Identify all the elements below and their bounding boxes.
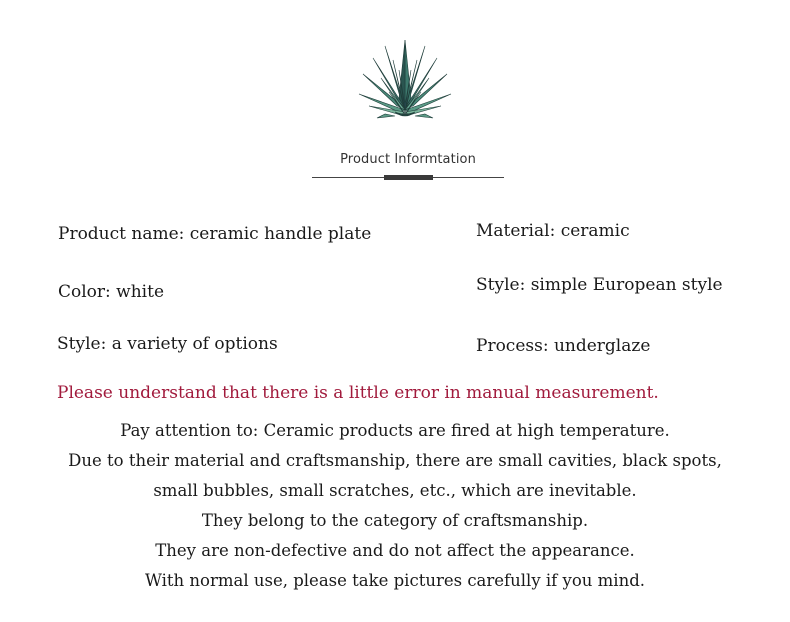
spec-process: Process: underglaze (476, 336, 651, 356)
note-line: Pay attention to: Ceramic products are fired at high temperature. (120, 421, 670, 440)
notes-block (0, 418, 790, 598)
note-line: small bubbles, small scratches, etc., which are inevitable. (153, 481, 637, 500)
spec-product-name: Product name: ceramic handle plate (58, 224, 372, 244)
note-line: They belong to the category of craftsmanship. (201, 511, 589, 530)
spec-color: Color: white (58, 282, 165, 302)
spec-style-european: Style: simple European style (476, 275, 723, 295)
agave-plant-icon (355, 38, 455, 120)
note-line: With normal use, please take pictures carefully if you mind. (144, 571, 646, 590)
note-line: Due to their material and craftsmanship, there are small cavities, black spots, (68, 451, 722, 470)
spec-style-options: Style: a variety of options (57, 334, 278, 354)
title-divider-accent (384, 175, 433, 180)
measurement-warning: Please understand that there is a little error in manual measurement. (57, 383, 659, 403)
spec-material: Material: ceramic (476, 221, 630, 241)
section-title: Product Informtation (340, 152, 476, 167)
note-line: They are non-defective and do not affect the appearance. (155, 541, 635, 560)
